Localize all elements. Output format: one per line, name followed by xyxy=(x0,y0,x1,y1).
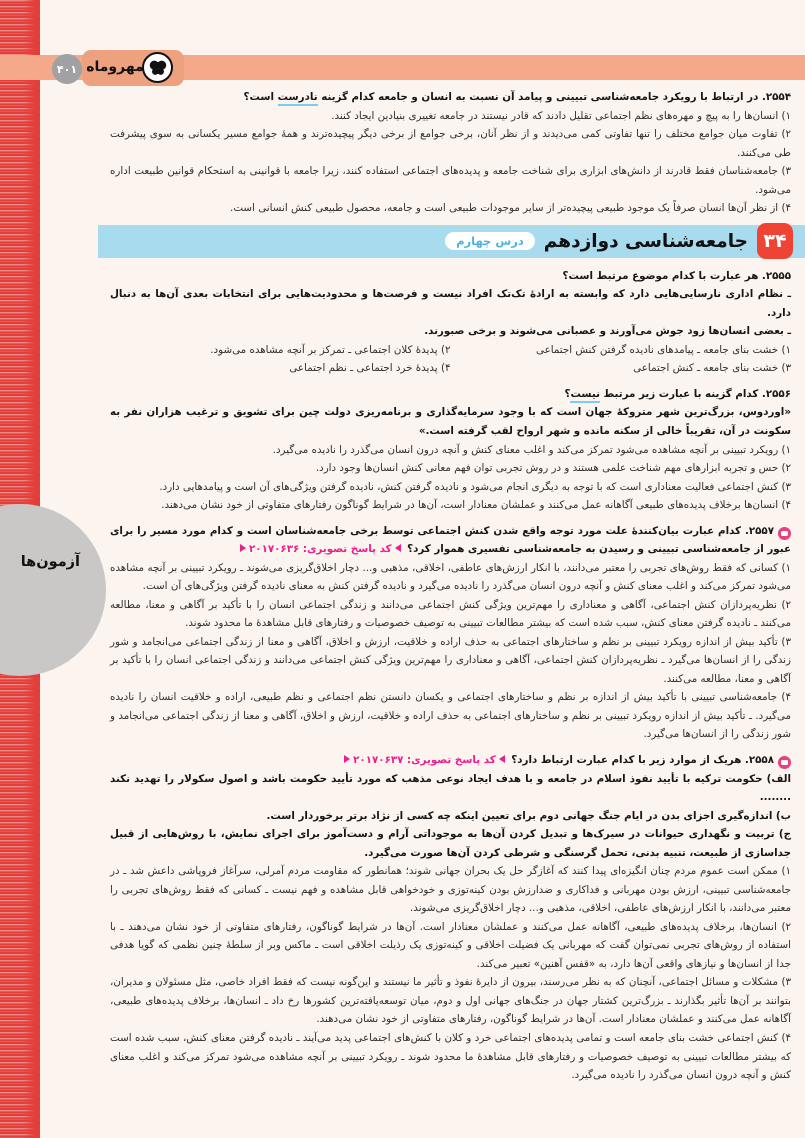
quote-text: «اوردوس، بزرگ‌ترین شهر متروکهٔ جهان است که با وجود سرمایه‌گذاری و برنامه‌ریزی دولت چین برای تشویق و ترغیب هزاران نفر به سکونت در آن، تقریباً خالی از سکنه مانده و شهر ارواح لقب گرفته است.» xyxy=(110,406,791,437)
option-3: ۳) تأکید بیش از اندازه رویکرد تبیینی بر نظم و ساختارهای اجتماعی به حذف اراده و خلاقیت، ارزش و اخلاق، آگاهی و معنا از زندگی اجتماعی می‌انجامد و شور زندگی را از انسان‌ها می‌گیرد ـ نظریه‌پردازان کنش اجتماعی، آگاهی و معناداری را مهم‌ترین ویژگی کنش اجتماعی می‌دانند و زندگی اجتماعی انسان را با تأکید بر آگاهی و معنا، مطالعه می‌کنند. xyxy=(110,635,791,685)
chapter-number-badge: ۳۴ xyxy=(757,223,793,259)
option-4: ۴) جامعه‌شناسی تبیینی با تأکید بیش از اندازه بر نظم و ساختارهای اجتماعی و یکسان دانستن نظم اجتماعی و نظم طبیعی، اراده و خلاقیت انسان را نادیده می‌گیرد. ـ تأکید بیش از اندازه رویکرد تبیینی بر نظم و ساختارهای اجتماعی به حذف اراده و خلاقیت، ارزش و اخلاق، آگاهی و معنا از زندگی اجتماعی می‌انجامد و شور زندگی را از انسان‌ها می‌گیرد. xyxy=(110,691,791,741)
stem-text: ۲۵۵۸. هریک از موارد زیر با کدام عبارت ارتباط دارد؟ xyxy=(511,754,774,766)
stem-text: ۲۵۵۷. کدام عبارت بیان‌کنندهٔ علت مورد توجه واقع شدن کنش اجتماعی توسط برخی جامعه‌شناسان است و کدام مورد مسیر را برای عبور از جامعه‌شناسی تبیینی و رسیدن به جامعه‌شناسی تفسیری هموار کرد؟ xyxy=(110,524,791,556)
answer-code-text: کد پاسخ تصویری: ۲۰۱۷۰۶۳۶ xyxy=(249,543,392,556)
bullet-1: ـ نظام اداری نارسایی‌هایی دارد که وابسته به ارادهٔ تک‌تک افراد نیست و فرصت‌ها و محدودیت‌هایی برای انتخابات بعدی آن‌ها به دنبال دارد. xyxy=(110,288,791,319)
stem-text: ۲۵۵۶. کدام گزینه با عبارت زیر مرتبط xyxy=(599,387,791,400)
question-2554 xyxy=(110,88,791,218)
code-bracket-icon xyxy=(499,755,505,763)
item-alef: الف) حکومت ترکیه با تأیید نفوذ اسلام در جامعه و با هدف ایجاد نوعی مذهب که مورد تأیید حکومت باشد و اصول سکولار را تهدید نکند ........ xyxy=(110,772,791,804)
code-bracket-icon xyxy=(240,544,246,552)
option-2: ۲) حس و تجربه ابزارهای مهم شناخت علمی هستند و در روش تجربی توان فهم معانی کنش انسان‌ها وجود دارد. xyxy=(315,462,791,475)
option-4: ۴) کنش اجتماعی خشت بنای جامعه است و تمامی پدیده‌های اجتماعی خرد و کلان با کنش‌های اجتماعی پدید می‌آیند ـ نادیده گرفتن معنای کنش، سبب شده است که بیشتر مطالعات تبیینی به توصیف خصوصیات و رفتارهای قابل مشاهدهٔ ما محدود شوند ـ رویکرد تبیینی بر آنچه مشاهده می‌شود تمرکز می‌کند و اغلب معنای کنش و آنچه درون انسان می‌گذرد را نادیده می‌گیرد. xyxy=(110,1031,791,1082)
option-2: ۲) پدیدهٔ کلان اجتماعی ـ تمرکز بر آنچه مشاهده می‌شود. xyxy=(210,343,451,356)
tests-side-tab-label: آزمون‌ها xyxy=(20,554,80,570)
option-1: ۱) کسانی که فقط روش‌های تجربی را معتبر می‌دانند، با انکار ارزش‌های عاطفی، اخلاقی، مذهبی و... دچار اخلاق‌گریزی می‌شوند ـ رویکرد تبیینی بر آنچه مشاهده می‌شود تمرکز می‌کند و اغلب معنای کنش و آنچه درون انسان می‌گذرد را نادیده می‌گیرد و نادیده گرفتن کنش به معنای نادیده گرفتن ویژگی‌های آن است. xyxy=(110,561,791,593)
chapter-header-band xyxy=(98,225,805,258)
question-stem: ۲۵۵۵. هر عبارت با کدام موضوع مرتبط است؟ xyxy=(562,269,791,282)
question-stem xyxy=(110,751,791,770)
code-bracket-icon xyxy=(395,544,401,552)
chapter-title: جامعه‌شناسی دوازدهم xyxy=(543,230,748,252)
answer-code xyxy=(341,754,508,766)
underlined-word: نیست xyxy=(570,388,599,403)
page-number-badge: ۴۰۱ xyxy=(52,54,82,84)
option-2: ۲) تفاوت میان جوامع مختلف را تنها تفاوتی کمی می‌دیدند و از نظر آنان، برخی جوامع از برخی دیگر پیچیده‌ترند و همهٔ جوامع مسیر یکسانی به سوی پیشرفت طی می‌کنند. xyxy=(110,128,791,159)
answer-code-text: کد پاسخ تصویری: ۲۰۱۷۰۶۳۷ xyxy=(353,754,496,766)
option-4: ۴) پدیدهٔ خرد اجتماعی ـ نظم اجتماعی xyxy=(289,362,451,375)
stem-text: ؟ xyxy=(564,387,571,400)
questions-column xyxy=(110,88,791,1092)
lesson-pill: درس چهارم xyxy=(445,232,535,250)
video-answer-icon xyxy=(778,527,791,540)
question-stem xyxy=(110,88,791,107)
question-2556 xyxy=(110,385,791,515)
options-grid xyxy=(110,341,791,378)
option-2: ۲) نظریه‌پردازان کنش اجتماعی، آگاهی و معناداری را مهم‌ترین ویژگی کنش اجتماعی می‌دانند و زندگی اجتماعی انسان را با تأکید بر آگاهی و معنا، مطالعه می‌کنند ـ نادیده گرفتن معنای کنش، سبب شده است که بیشتر مطالعات تبیینی به توصیف خصوصیات و رفتارهای قابل مشاهدهٔ ما محدود شوند. xyxy=(110,598,791,630)
option-3: ۳) مشکلات و مسائل اجتماعی، آنچنان که به نظر می‌رسند، بیرون از دایرهٔ نفوذ و تأثیر ما نیستند و این‌گونه نیست که فقط افراد خاصی، مثل مسئولان و مدیران، بتوانند بر آن‌ها تأثیر بگذارند ـ بزرگ‌ترین کشتار جهان در جنگ‌های جهانی اول و دوم، میان توسعه‌یافته‌ترین کشورها رخ داد ـ انسان‌ها، برخلاف پدیده‌های طبیعی، آگاهانه عمل می‌کنند و عملشان معنادار است. آن‌ها در شرایط گوناگون، رفتارهای متفاوتی از خود نشان می‌دهند. xyxy=(110,976,791,1026)
option-1: ۱) رویکرد تبیینی بر آنچه مشاهده می‌شود تمرکز می‌کند و اغلب معنای کنش و آنچه درون انسان می‌گذرد را نادیده می‌گیرد. xyxy=(272,443,791,456)
butterfly-icon xyxy=(142,52,173,83)
option-2: ۲) انسان‌ها، برخلاف پدیده‌های طبیعی، آگاهانه عمل می‌کنند و عملشان معنادار است. آن‌ها در شرایط گوناگون، رفتارهای متفاوتی از خود نشان می‌دهند ـ با استفاده از روش‌های تجربی نمی‌توان گفت که مهربانی یک فضیلت اخلاقی و کینه‌توزی یک رذیلت اخلاقی است ـ ماکس وبر از سلطهٔ چنین نظمی که گویا هدفی جدا از انسان‌ها و نیازهای واقعی آن‌ها دارد، به «قفس آهنین» تعبیر می‌کند. xyxy=(110,920,791,970)
option-4: ۴) انسان‌ها برخلاف پدیده‌های طبیعی آگاهانه عمل می‌کنند و عملشان معنادار است، آن‌ها در شرایط گوناگون رفتارهای متفاوتی از خود نشان می‌دهند. xyxy=(161,499,791,512)
bullet-2: ـ بعضی انسان‌ها زود جوش می‌آورند و عصبانی می‌شوند و برخی صبورند. xyxy=(424,325,791,338)
question-2557 xyxy=(110,522,791,744)
brand-name: مهروماه xyxy=(86,59,144,75)
underlined-word: نادرست xyxy=(278,91,318,106)
item-jim: ج) تربیت و نگهداری حیوانات در سیرک‌ها و تبدیل کردن آن‌ها به موجوداتی آرام و دست‌آموز برای اجرای نمایش، با روش‌هایی از قبیل جداسازی از طبیعت، تنبیه بدنی، تحمل گرسنگی و شرطی کردن آن‌ها صورت می‌گیرد. xyxy=(110,828,791,859)
item-be: ب) اندازه‌گیری اجزای بدن در ایام جنگ جهانی دوم برای تعیین اینکه چه کسی از نژاد برتر برخوردار است. xyxy=(266,809,791,822)
stem-text: ۲۵۵۴. در ارتباط با رویکرد جامعه‌شناسی تبیینی و پیامد آن نسبت به انسان و جامعه کدام گزینه xyxy=(317,91,791,103)
stem-text: است؟ xyxy=(243,91,278,103)
video-answer-icon xyxy=(778,756,791,769)
answer-code xyxy=(237,543,404,555)
option-3: ۳) کنش اجتماعی فعالیت معناداری است که با توجه به دیگری انجام می‌شود و نادیده گرفتن کنش، نادیده گرفتن ویژگی‌های آن است و پیامدهایی دارد. xyxy=(159,480,791,493)
question-stem xyxy=(110,385,791,404)
tests-side-tab xyxy=(0,504,106,676)
question-2558 xyxy=(110,751,791,1085)
option-4: ۴) از نظر آن‌ها انسان صرفاً یک موجود طبیعی پیچیده‌تر از سایر موجودات طبیعی است و جامعه، محصول طبیعی کنش انسانی است. xyxy=(230,202,791,215)
question-stem xyxy=(110,522,791,559)
option-1: ۱) ممکن است عموم مردم چنان انگیزه‌ای پیدا کنند که آغازگر حل یک بحران جهانی شوند؛ همانطور که مقاومت مردم آمرلی، سرآغاز فروپاشی داعش شد ـ در جامعه‌شناسی تبیینی، ارزش بودن مهربانی و فداکاری و ضدارزش بودن کینه‌توزی و خودخواهی قابل مشاهده و فهم نیست ـ کسانی که فقط روش‌های تجربی را معتبر می‌دانند، با انکار ارزش‌های عاطفی، اخلاقی، مذهبی و... دچار اخلاق‌گریزی می‌شوند. xyxy=(110,865,791,915)
code-bracket-icon xyxy=(344,755,350,763)
option-3: ۳) خشت بنای جامعه ـ کنش اجتماعی xyxy=(633,362,791,375)
option-3: ۳) جامعه‌شناسان فقط قادرند از دانش‌های ابزاری برای شناخت جامعه و پدیده‌های اجتماعی استفاده کنند، زیرا جامعه با قوانینی به استحکام قوانین طبیعت اداره می‌شود. xyxy=(110,165,791,196)
option-1: ۱) خشت بنای جامعه ـ پیامدهای نادیده گرفتن کنش اجتماعی xyxy=(535,343,791,356)
option-1: ۱) انسان‌ها را به پیچ و مهره‌های نظم اجتماعی تقلیل دادند که قادر نیستند در جامعه تغییری بنیادین ایجاد کنند. xyxy=(331,109,791,122)
question-2555 xyxy=(110,267,791,378)
